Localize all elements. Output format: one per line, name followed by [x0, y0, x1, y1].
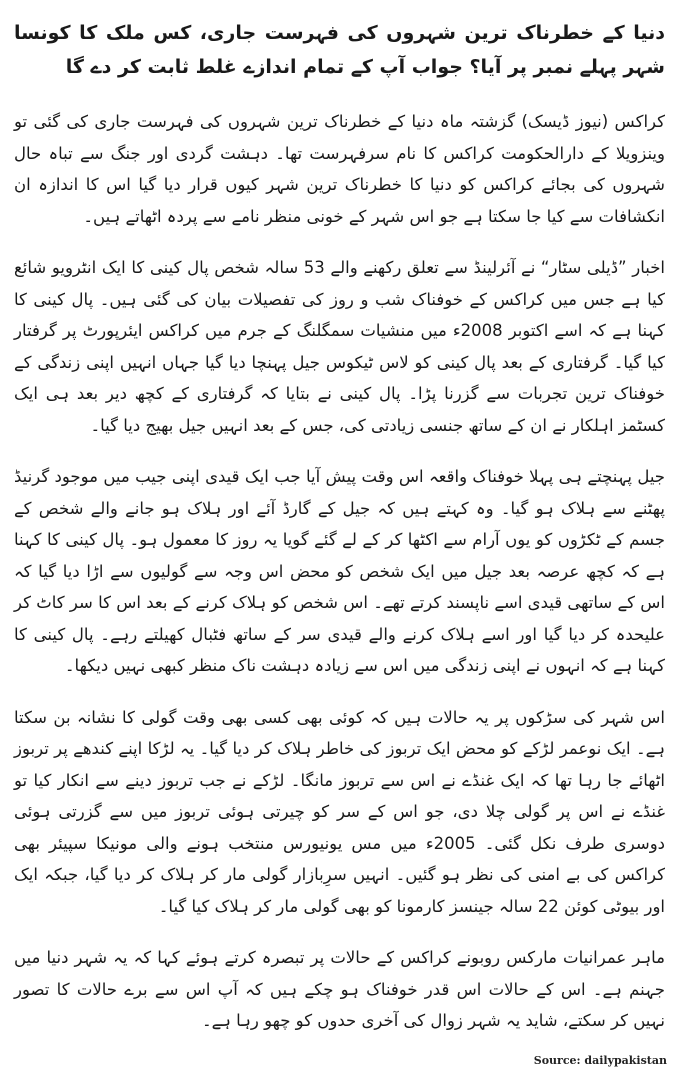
article-paragraph-2: اخبار ”ڈیلی سٹار“ نے آئرلینڈ سے تعلق رکھنے والے 53 سالہ شخص پال کینی کا ایک انٹرویو شائع کیا ہے جس میں کراکس کے خوفناک شب و روز کی تفصیلات بیان کی گئی ہیں۔ پال کینی کا کہنا ہے کہ اسے اکتوبر 2008ء میں منشیات سمگلنگ کے جرم میں کراکس ایئرپورٹ پر گرفتار کیا گیا۔ گرفتاری کے بعد پال کینی کو لاس ٹیکوس جیل پہنچا دیا گیا جہاں انہیں اپنی زندگی کے خوفناک ترین تجربات سے گزرنا پڑا۔ پال کینی نے بتایا کہ گرفتاری کے کچھ دیر بعد ہی ایک کسٹمز اہلکار نے ان کے ساتھ جنسی زیادتی کی، جس کے بعد انہیں جیل بھیج دیا گیا۔ — [14, 258, 665, 435]
article-headline: دنیا کے خطرناک ترین شہروں کی فہرست جاری، کس ملک کا کونسا شہر پہلے نمبر پر آیا؟ جواب آپ کے تمام اندازے غلط ثابت کر دے گا — [14, 22, 665, 78]
article-paragraph-5: ماہر عمرانیات مارکس روبونے کراکس کے حالات پر تبصرہ کرتے ہوئے کہا کہ یہ شہر دنیا میں جہنم ہے۔ اس کے حالات اس قدر خوفناک ہو چکے ہیں کہ آپ اس سے برے حالات کا تصور نہیں کر سکتے، شاید یہ شہر زوال کی آخری حدوں کو چھو رہا ہے۔ — [14, 948, 665, 1030]
article-paragraph-4: اس شہر کی سڑکوں پر یہ حالات ہیں کہ کوئی بھی کسی بھی وقت گولی کا نشانہ بن سکتا ہے۔ ایک نوعمر لڑکے کو محض ایک تربوز کی خاطر ہلاک کر دیا گیا۔ یہ لڑکا اپنے کندھے پر تربوز اٹھائے جا رہا تھا کہ ایک غنڈے نے اس سے تربوز مانگا۔ لڑکے نے جب تربوز دینے سے انکار کیا تو غنڈے نے اس پر گولی چلا دی، جو اس کے سر کو چیرتی ہوئی تربوز میں سے گزرتی ہوئی دوسری طرف نکل گئی۔ 2005ء میں مس یونیورس منتخب ہونے والی مونیکا سپیئر بھی کراکس کی بے امنی کی نظر ہو گئیں۔ انہیں سرِبازار گولی مار کر ہلاک کر دیا گیا، جبکہ ایک اور بیوٹی کوئن 22 سالہ جینسز کارمونا کو بھی گولی مار کر ہلاک کیا گیا۔ — [14, 707, 666, 916]
article-paragraph-3: جیل پہنچتے ہی پہلا خوفناک واقعہ اس وقت پیش آیا جب ایک قیدی اپنی جیب میں موجود گرنیڈ پھٹنے سے ہلاک ہو گیا۔ وہ کہتے ہیں کہ جیل کے گارڈ آئے اور ہلاک ہو جانے والے شخص کے جسم کے ٹکڑوں کو یوں آرام سے اکٹھا کر کے لے گئے گویا یہ روز کا معمول ہو۔ پال کینی کا کہنا ہے کہ کچھ عرصہ بعد جیل میں ایک شخص کو محض اس وجہ سے گولیوں سے اڑا دیا گیا کہ اس کے ساتھی قیدی اسے ناپسند کرتے تھے۔ اس شخص کو ہلاک کرنے کے بعد اس کا سر کاٹ کر علیحدہ کر دیا گیا اور اسے ہلاک کرنے والے قیدی سر کے ساتھ فٹبال کھیلتے رہے۔ پال کینی کا کہنا ہے کہ انہوں نے اپنی زندگی میں اس سے زیادہ دہشت ناک منظر کبھی نہیں دیکھا۔ — [14, 467, 665, 675]
source-credit: Source: dailypakistan — [533, 1054, 667, 1067]
article-paragraph-1: کراکس (نیوز ڈیسک) گزشتہ ماہ دنیا کے خطرناک ترین شہروں کی فہرست جاری کی گئی تو وینزویلا کے دارالحکومت کراکس کا نام سرفہرست تھا۔ دہشت گردی اور جنگ سے تباہ حال شہروں کی بجائے کراکس کو دنیا کا خطرناک ترین شہر کیوں قرار دیا گیا اس کا اندازہ ان انکشافات سے کیا جا سکتا ہے جو اس شہر کے خونی منظر نامے سے پردہ اٹھاتے ہیں۔ — [14, 112, 665, 226]
